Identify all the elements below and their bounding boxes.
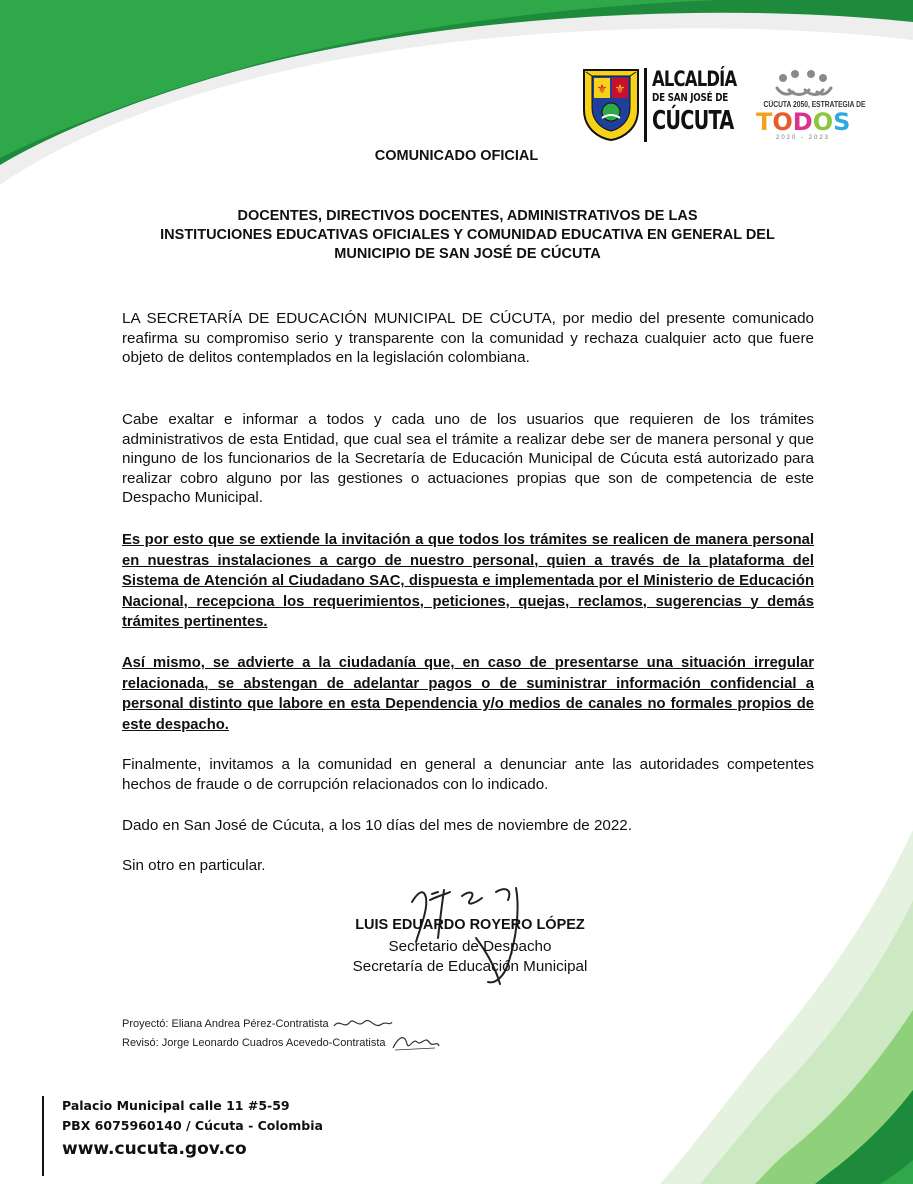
audience-line: DOCENTES, DIRECTIVOS DOCENTES, ADMINISTRATIVOS DE LAS bbox=[237, 208, 698, 224]
document-title: COMUNICADO OFICIAL bbox=[374, 148, 539, 164]
people-group-icon bbox=[773, 66, 833, 100]
todos-letter: O bbox=[812, 108, 834, 136]
footer-phone: PBX 6075960140 / Cúcuta - Colombia bbox=[62, 1118, 323, 1133]
signer-office: Secretaría de Educación Municipal bbox=[352, 958, 588, 975]
todos-strategy-logo bbox=[756, 66, 866, 146]
todos-letter: D bbox=[792, 108, 813, 136]
paragraph-no-charges: Cabe exaltar e informar a todos y cada uno de los usuarios que requieren de los trámites administrativos de esta Entidad, que cual sea el trámite a realizar debe ser de manera personal y que ninguno de los funcionarios de la Secretaría de Educación Municipal de Cúcuta está autorizado para realizar cobro alguno por las gestiones o actuaciones propias que son de competencia de este Despacho Municipal. bbox=[122, 411, 814, 507]
credit-reviewed: Revisó: Jorge Leonardo Cuadros Acevedo-Contratista bbox=[122, 1037, 386, 1049]
projected-initials-signature bbox=[332, 1016, 394, 1032]
todos-tagline: CÚCUTA 2050, ESTRATEGIA DE bbox=[763, 100, 866, 109]
signature-block bbox=[320, 880, 620, 990]
date-line: Dado en San José de Cúcuta, a los 10 días del mes de noviembre de 2022. bbox=[122, 817, 632, 834]
paragraph-invitation-sac: Es por esto que se extiende la invitación a que todos los trámites se realicen de manera personal en nuestras instalaciones a cargo de nuestro personal, quien a través de la plataforma del Sistema de Atención al Ciudadano SAC, dispuesta e implementada por el Ministerio de Educación Nacional, recepciona los requerimientos, peticiones, quejas, reclamos, sugerencias y demás trámites pertinentes. bbox=[122, 532, 814, 630]
todos-letter: T bbox=[756, 108, 773, 136]
closing-line: Sin otro en particular. bbox=[122, 857, 266, 874]
paragraph-commitment: LA SECRETARÍA DE EDUCACIÓN MUNICIPAL DE CÚCUTA, por medio del presente comunicado reafirma su compromiso serio y transparente con la comunidad y rechaza cualquier acto que fuere objeto de delitos contemplados en la legislación colombiana. bbox=[122, 310, 814, 367]
todos-letter: S bbox=[833, 108, 851, 136]
audience-line: MUNICIPIO DE SAN JOSÉ DE CÚCUTA bbox=[334, 246, 601, 262]
header-logos bbox=[580, 66, 866, 146]
logo-line-de-san-jose: DE SAN JOSÉ DE bbox=[652, 91, 729, 104]
svg-text:⚜: ⚜ bbox=[596, 82, 608, 96]
footer-contact bbox=[42, 1096, 323, 1176]
todos-wordmark bbox=[756, 110, 850, 134]
reviewed-initials-signature bbox=[389, 1032, 441, 1054]
paragraph-warning: Así mismo, se advierte a la ciudadanía que, en caso de presentarse una situación irregular relacionada, se abstengan de adelantar pagos o de suministrar información confidencial a personal distinto que labore en esta Dependencia y/o medios de canales no formales propios de este despacho. bbox=[122, 655, 814, 733]
todos-years: 2020 - 2023 bbox=[775, 135, 831, 141]
signer-role: Secretario de Despacho bbox=[388, 938, 552, 955]
credit-projected-line bbox=[122, 1016, 441, 1032]
credits-block bbox=[122, 1016, 441, 1054]
footer-address: Palacio Municipal calle 11 #5-59 bbox=[62, 1098, 290, 1113]
audience-heading bbox=[120, 207, 815, 264]
city-crest-icon bbox=[580, 66, 642, 142]
svg-text:⚜: ⚜ bbox=[614, 82, 626, 96]
credit-projected: Proyectó: Eliana Andrea Pérez-Contratista bbox=[122, 1018, 329, 1030]
paragraph-report-fraud: Finalmente, invitamos a la comunidad en general a denunciar ante las autoridades competentes hechos de fraude o de corrupción relacionados con lo indicado. bbox=[122, 756, 814, 793]
alcaldia-logo bbox=[644, 68, 738, 142]
audience-line: INSTITUCIONES EDUCATIVAS OFICIALES Y COMUNIDAD EDUCATIVA EN GENERAL DEL bbox=[160, 227, 775, 243]
signer-name: LUIS EDUARDO ROYERO LÓPEZ bbox=[355, 917, 585, 933]
footer-website: www.cucuta.gov.co bbox=[62, 1139, 247, 1159]
todos-letter: O bbox=[772, 108, 793, 136]
logo-line-alcaldia: ALCALDÍA bbox=[652, 67, 737, 91]
logo-line-cucuta: CÚCUTA bbox=[652, 106, 734, 136]
credit-reviewed-line bbox=[122, 1032, 441, 1054]
